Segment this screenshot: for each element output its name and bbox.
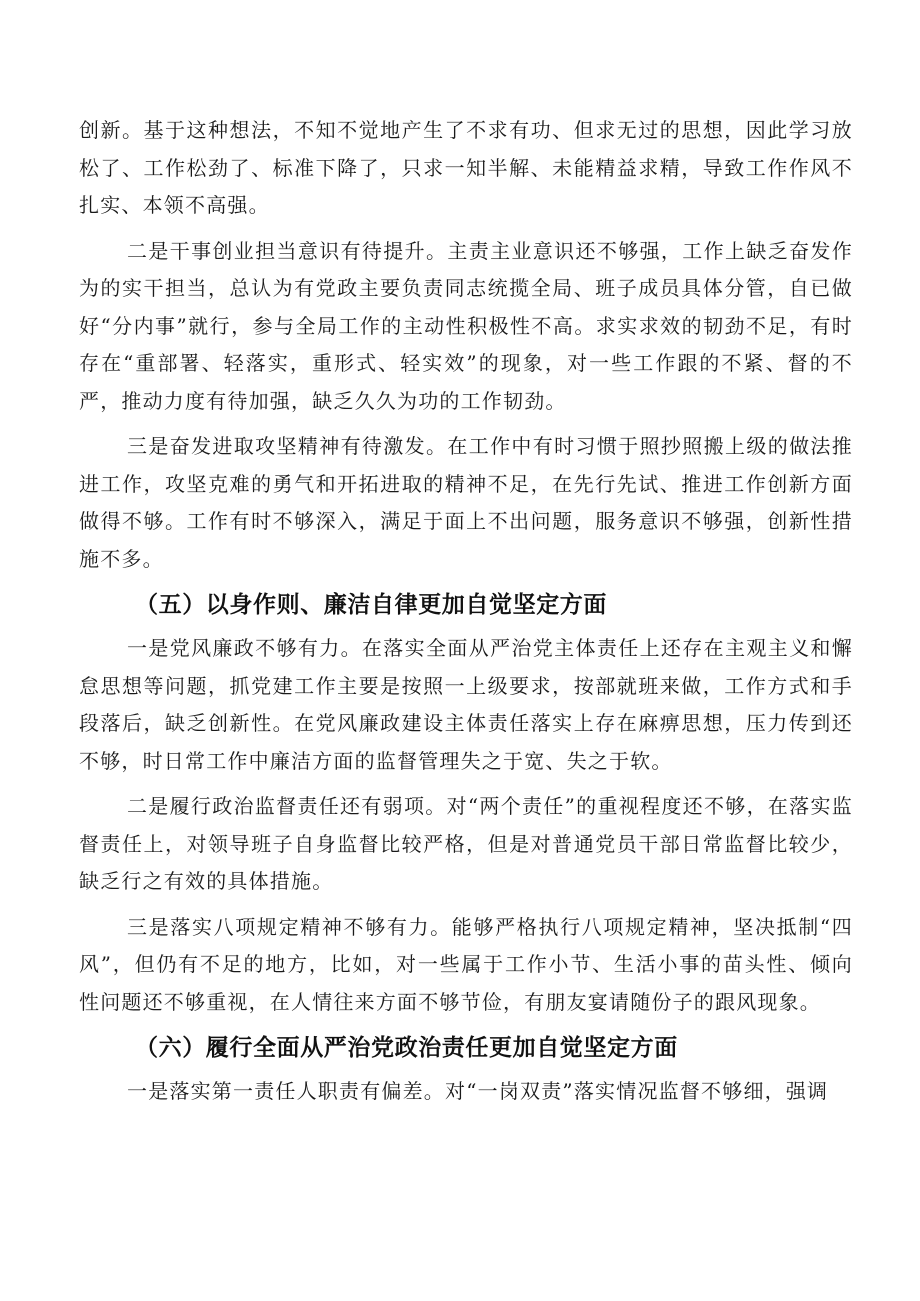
section-heading-six: （六）履行全面从严治党政治责任更加自觉坚定方面 <box>135 1035 678 1061</box>
paragraph-point-three: 三是落实八项规定精神不够有力。能够严格执行八项规定精神，坚决抵制“四风”，但仍有不足的地方，比如，对一些属于工作小节、生活小事的苗头性、倾向性问题还不够重视，在人情往来方面不够节俭，有朋友宴请随份子的跟风现象。 <box>79 914 853 1014</box>
paragraph-point-one: 一是党风廉政不够有力。在落实全面从严治党主体责任上还存在主观主义和懈怠思想等问题，抓党建工作主要是按照一上级要求，按部就班来做，工作方式和手段落后，缺乏创新性。在党风廉政建设主体责任落实上存在麻痹思想，压力传到还不够，时日常工作中廉洁方面的监督管理失之于宽、失之于软。 <box>79 636 853 773</box>
section-heading-five: （五）以身作则、廉洁自律更加自觉坚定方面 <box>135 592 607 618</box>
paragraph-point-two: 二是干事创业担当意识有待提升。主责主业意识还不够强，工作上缺乏奋发作为的实干担当，总认为有党政主要负责同志统揽全局、班子成员具体分管，自已做好“分内事”就行，参与全局工作的主动性积极性不高。求实求效的韧劲不足，有时存在“重部署、轻落实，重形式、轻实效”的现象，对一些工作跟的不紧、督的不严，推动力度有待加强，缺乏久久为功的工作韧劲。 <box>79 238 853 413</box>
paragraph-point-two: 二是履行政治监督责任还有弱项。对“两个责任”的重视程度还不够，在落实监督责任上，对领导班子自身监督比较严格，但是对普通党员干部日常监督比较少，缺乏行之有效的具体措施。 <box>79 794 853 893</box>
paragraph-point-one: 一是落实第一责任人职责有偏差。对“一岗双责”落实情况监督不够细，强调 <box>127 1079 829 1103</box>
paragraph-point-three: 三是奋发进取攻坚精神有待激发。在工作中有时习惯于照抄照搬上级的做法推进工作，攻坚克难的勇气和开拓进取的精神不足，在先行先试、推进工作创新方面做得不够。工作有时不够深入，满足于面上不出问题，服务意识不够强，创新性措施不多。 <box>79 434 853 571</box>
document-body <box>79 112 853 1119</box>
paragraph-continued: 创新。基于这种想法，不知不觉地产生了不求有功、但求无过的思想，因此学习放松了、工作松劲了、标准下降了，只求一知半解、未能精益求精，导致工作作风不扎实、本领不高强。 <box>79 118 853 217</box>
